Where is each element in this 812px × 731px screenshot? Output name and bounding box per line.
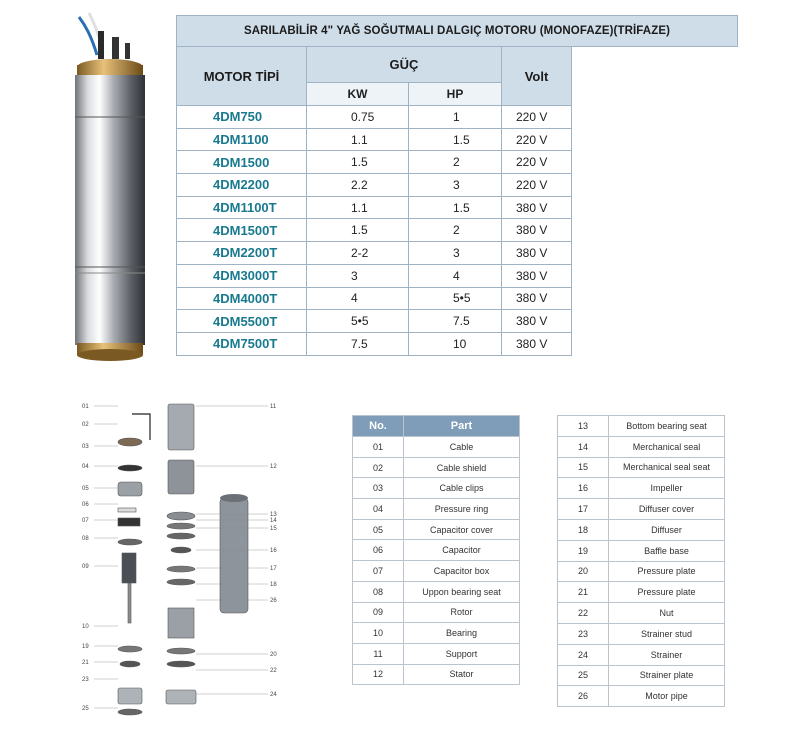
part-name: Uppon bearing seat (404, 581, 520, 602)
part-name: Merchanical seal (609, 436, 725, 457)
volt-cell: 380 V (502, 310, 572, 333)
motor-type-header: MOTOR TİPİ (177, 47, 307, 106)
part-name: Bearing (404, 623, 520, 644)
part-name: Strainer (609, 644, 725, 665)
table-row (177, 219, 738, 242)
model-cell: 4DM2200T (177, 242, 307, 265)
diagram-callout: 23 (82, 677, 89, 683)
table-row (353, 643, 520, 664)
table-row (558, 561, 725, 582)
table-row (558, 457, 725, 478)
table-row (353, 623, 520, 644)
diagram-callout: 19 (82, 644, 89, 650)
table-title: SARILABİLİR 4" YAĞ SOĞUTMALI DALGIÇ MOTORU (MONOFAZE)(TRİFAZE) (177, 16, 738, 47)
volt-header: Volt (502, 47, 572, 106)
part-name: Impeller (609, 478, 725, 499)
volt-cell: 380 V (502, 242, 572, 265)
parts-table-right (557, 415, 725, 707)
hp-cell: 10 (409, 332, 502, 355)
part-name: Merchanical seal seat (609, 457, 725, 478)
parts-table-left (352, 415, 520, 685)
part-name: Nut (609, 603, 725, 624)
diagram-callout: 20 (270, 652, 277, 658)
kw-cell: 0.75 (307, 106, 409, 129)
part-number: 23 (558, 623, 609, 644)
model-cell: 4DM3000T (177, 264, 307, 287)
part-number: 20 (558, 561, 609, 582)
table-row (177, 310, 738, 333)
part-name: Cable clips (404, 478, 520, 499)
table-row (353, 664, 520, 685)
diagram-callout: 18 (270, 582, 277, 588)
part-number: 05 (353, 519, 404, 540)
diagram-callout: 03 (82, 444, 89, 450)
part-number: 17 (558, 499, 609, 520)
part-number: 15 (558, 457, 609, 478)
kw-cell: 2-2 (307, 242, 409, 265)
table-row (177, 287, 738, 310)
diagram-callout: 17 (270, 566, 277, 572)
part-name: Strainer stud (609, 623, 725, 644)
table-row (353, 561, 520, 582)
table-row (353, 499, 520, 520)
table-row (177, 174, 738, 197)
table-row (177, 151, 738, 174)
volt-cell: 220 V (502, 106, 572, 129)
power-header: GÜÇ (307, 47, 502, 83)
table-row (558, 436, 725, 457)
no-header: No. (353, 416, 404, 437)
diagram-callout: 11 (270, 404, 277, 410)
hp-cell: 2 (409, 219, 502, 242)
part-number: 03 (353, 478, 404, 499)
submersible-motor-image (55, 5, 170, 365)
hp-cell: 1.5 (409, 128, 502, 151)
part-name: Stator (404, 664, 520, 685)
table-row (558, 582, 725, 603)
table-row (177, 242, 738, 265)
volt-cell: 380 V (502, 264, 572, 287)
model-cell: 4DM750 (177, 106, 307, 129)
part-number: 19 (558, 540, 609, 561)
diagram-callout: 25 (82, 706, 89, 712)
part-number: 14 (558, 436, 609, 457)
table-row (558, 686, 725, 707)
part-number: 16 (558, 478, 609, 499)
hp-cell: 7.5 (409, 310, 502, 333)
hp-cell: 4 (409, 264, 502, 287)
part-name: Pressure ring (404, 499, 520, 520)
model-cell: 4DM4000T (177, 287, 307, 310)
diagram-callout: 16 (270, 548, 277, 554)
hp-cell: 2 (409, 151, 502, 174)
part-name: Rotor (404, 602, 520, 623)
hp-cell: 3 (409, 174, 502, 197)
exploded-parts-diagram (82, 398, 282, 718)
part-number: 06 (353, 540, 404, 561)
part-number: 12 (353, 664, 404, 685)
kw-cell: 2.2 (307, 174, 409, 197)
diagram-callout: 14 (270, 518, 277, 524)
model-cell: 4DM1100 (177, 128, 307, 151)
diagram-callout: 04 (82, 464, 89, 470)
hp-cell: 1.5 (409, 196, 502, 219)
diagram-callout: 22 (270, 668, 277, 674)
part-number: 22 (558, 603, 609, 624)
table-row (353, 437, 520, 458)
part-name: Cable (404, 437, 520, 458)
part-name: Motor pipe (609, 686, 725, 707)
kw-cell: 1.1 (307, 128, 409, 151)
volt-cell: 380 V (502, 332, 572, 355)
part-name: Baffle base (609, 540, 725, 561)
diagram-callout: 05 (82, 486, 89, 492)
table-row (558, 540, 725, 561)
diagram-callout: 09 (82, 564, 89, 570)
part-name: Capacitor cover (404, 519, 520, 540)
motor-spec-table (176, 15, 738, 356)
kw-cell: 7.5 (307, 332, 409, 355)
hp-header: HP (409, 83, 502, 106)
part-name: Diffuser (609, 519, 725, 540)
kw-cell: 1.5 (307, 151, 409, 174)
table-row (558, 519, 725, 540)
part-number: 07 (353, 561, 404, 582)
model-cell: 4DM2200 (177, 174, 307, 197)
table-row (177, 196, 738, 219)
diagram-callout: 02 (82, 422, 89, 428)
table-row (177, 264, 738, 287)
diagram-callout: 13 (270, 512, 277, 518)
diagram-callout: 08 (82, 536, 89, 542)
part-number: 04 (353, 499, 404, 520)
kw-cell: 1.1 (307, 196, 409, 219)
part-number: 26 (558, 686, 609, 707)
part-number: 01 (353, 437, 404, 458)
diagram-callout: 12 (270, 464, 277, 470)
kw-cell: 3 (307, 264, 409, 287)
part-name: Pressure plate (609, 561, 725, 582)
volt-cell: 220 V (502, 151, 572, 174)
table-row (558, 623, 725, 644)
part-name: Support (404, 643, 520, 664)
part-name: Pressure plate (609, 582, 725, 603)
model-cell: 4DM1500 (177, 151, 307, 174)
table-row (558, 644, 725, 665)
table-row (177, 128, 738, 151)
volt-cell: 220 V (502, 174, 572, 197)
table-row (353, 457, 520, 478)
table-row (353, 519, 520, 540)
model-cell: 4DM5500T (177, 310, 307, 333)
model-cell: 4DM7500T (177, 332, 307, 355)
volt-cell: 380 V (502, 287, 572, 310)
diagram-callout: 15 (270, 526, 277, 532)
diagram-callout: 06 (82, 502, 89, 508)
volt-cell: 220 V (502, 128, 572, 151)
diagram-callout: 21 (82, 660, 89, 666)
table-row (558, 499, 725, 520)
diagram-callout: 07 (82, 518, 89, 524)
diagram-callout: 24 (270, 692, 277, 698)
model-cell: 4DM1100T (177, 196, 307, 219)
part-number: 24 (558, 644, 609, 665)
part-header: Part (404, 416, 520, 437)
model-cell: 4DM1500T (177, 219, 307, 242)
table-row (558, 603, 725, 624)
table-row (353, 602, 520, 623)
hp-cell: 3 (409, 242, 502, 265)
diagram-callout: 26 (270, 598, 277, 604)
part-number: 08 (353, 581, 404, 602)
part-number: 09 (353, 602, 404, 623)
diagram-callout: 01 (82, 404, 89, 410)
hp-cell: 5•5 (409, 287, 502, 310)
part-name: Cable shield (404, 457, 520, 478)
hp-cell: 1 (409, 106, 502, 129)
part-name: Strainer plate (609, 665, 725, 686)
part-number: 18 (558, 519, 609, 540)
part-number: 02 (353, 457, 404, 478)
table-row (177, 106, 738, 129)
table-row (558, 416, 725, 437)
kw-cell: 1.5 (307, 219, 409, 242)
kw-cell: 5•5 (307, 310, 409, 333)
table-row (353, 478, 520, 499)
part-name: Diffuser cover (609, 499, 725, 520)
volt-cell: 380 V (502, 219, 572, 242)
kw-header: KW (307, 83, 409, 106)
part-number: 10 (353, 623, 404, 644)
table-row (353, 540, 520, 561)
kw-cell: 4 (307, 287, 409, 310)
table-row (558, 478, 725, 499)
part-number: 13 (558, 416, 609, 437)
part-name: Capacitor (404, 540, 520, 561)
table-row (353, 581, 520, 602)
part-name: Bottom bearing seat (609, 416, 725, 437)
part-number: 11 (353, 643, 404, 664)
table-row (558, 665, 725, 686)
part-name: Capacitor box (404, 561, 520, 582)
table-row (177, 332, 738, 355)
part-number: 25 (558, 665, 609, 686)
part-number: 21 (558, 582, 609, 603)
diagram-callout: 10 (82, 624, 89, 630)
volt-cell: 380 V (502, 196, 572, 219)
